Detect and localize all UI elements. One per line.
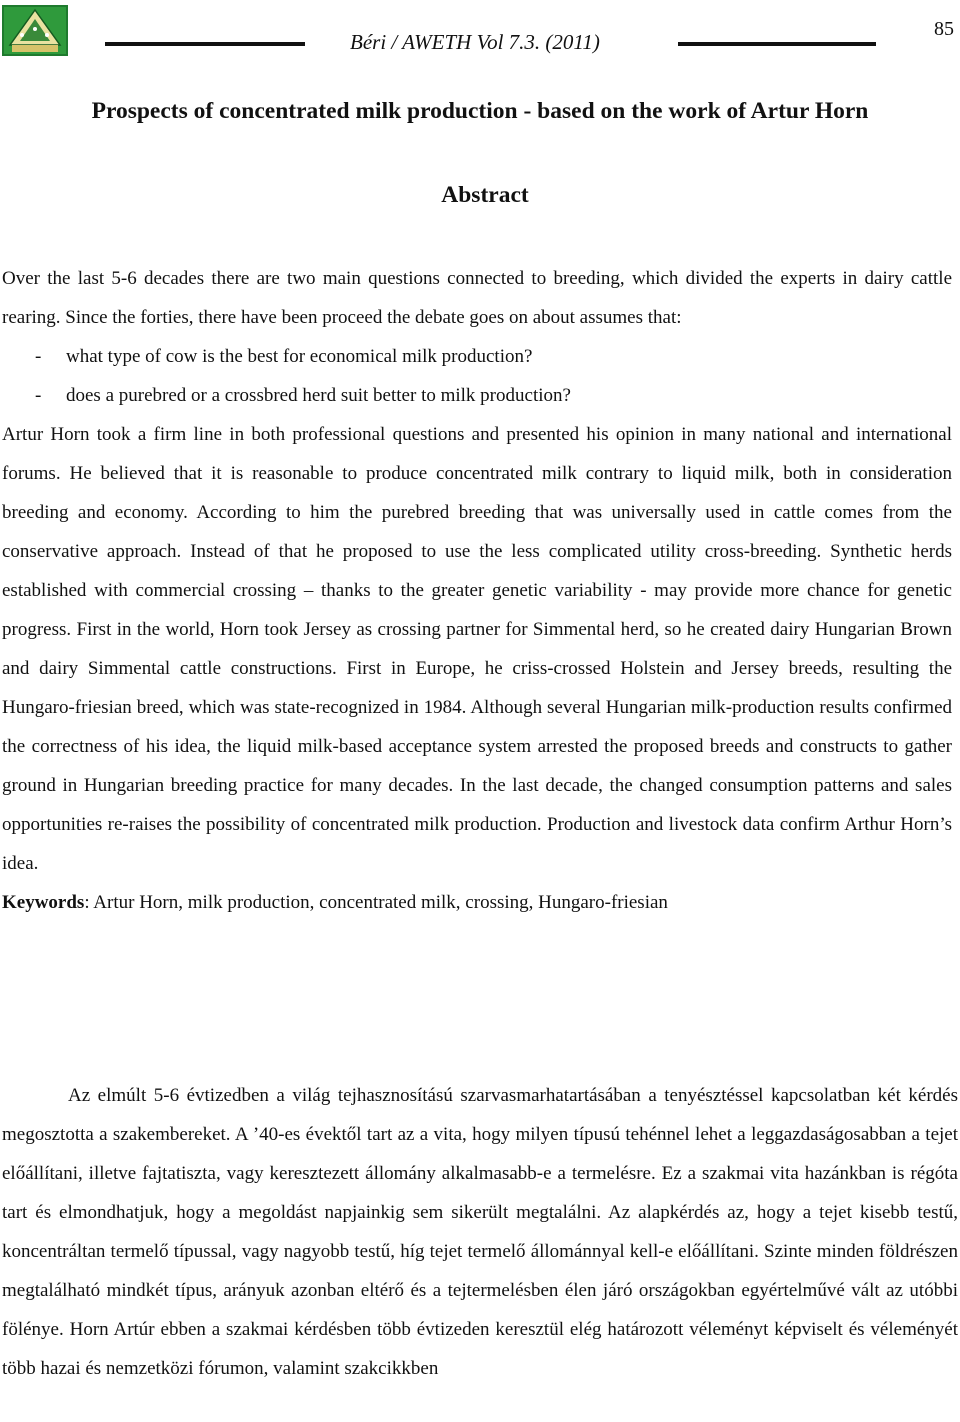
keywords-line — [2, 883, 952, 922]
list-item-text: what type of cow is the best for economical milk production? — [66, 346, 533, 367]
abstract-main-text: Artur Horn took a firm line in both professional questions and presented his opinion in many national and international forums. He believed that it is reasonable to produce concentrated milk contrary to liquid milk, both in consideration breeding and economy. According to him the purebred breeding that was universally used in cattle comes from the conservative approach. Instead of that he proposed to use the less complicated utility cross-breeding. Synthetic herds established with commercial crossing – thanks to the greater genetic variability - may provide more chance for genetic progress. First in the world, Horn took Jersey as crossing partner for Simmental herd, so he created dairy Hungarian Brown and dairy Simmental cattle constructions. First in Europe, he criss-crossed Holstein and Jersey breeds, resulting the Hungaro-friesian breed, which was state-recognized in 1984. Although several Hungarian milk-production results confirmed the correctness of his idea, the liquid milk-based acceptance system arrested the proposed breeds and constructs to gather ground in Hungarian breeding practice for many decades. In the last decade, the changed consumption patterns and sales opportunities re-raises the possibility of concentrated milk production. Production and livestock data confirm Arthur Horn’s idea. — [2, 424, 952, 874]
keywords-text: : Artur Horn, milk production, concentrated milk, crossing, Hungaro-friesian — [84, 892, 668, 913]
list-item-text: does a purebred or a crossbred herd suit better to milk production? — [66, 385, 571, 406]
keywords-label: Keywords — [2, 892, 85, 913]
list-dash: - — [35, 346, 42, 367]
abstract-body — [2, 259, 952, 922]
page-header — [0, 0, 960, 70]
header-rule-right — [678, 42, 876, 46]
abstract-intro: Over the last 5-6 decades there are two main questions connected to breeding, which divided the experts in dairy cattle rearing. Since the forties, there have been proceed the debate goes on about assumes that: — [2, 268, 952, 328]
page-number: 85 — [934, 18, 954, 40]
paper-title: Prospects of concentrated milk production - based on the work of Artur Horn — [91, 98, 869, 124]
header-rule-left — [105, 42, 305, 46]
abstract-heading: Abstract — [441, 182, 529, 208]
journal-logo-icon — [2, 5, 68, 56]
hungarian-paragraph: Az elmúlt 5-6 évtizedben a világ tejhasznosítású szarvasmarhatartásában a tenyésztéssel kapcsolatban két kérdés megosztotta a szakembereket. A ’40-es évektől tart az a vita, hogy milyen típusú tehénnel lehet a leggazdaságosabban a tejet előállítani, illetve fajtatiszta, vagy keresztezett állomány alkalmasabb-e a termelésre. Ez a szakmai vita hazánkban is régóta tart és elmondhatjuk, hogy a megoldást napjainkig sem sikerült megtalálni. Az alapkérdés az, hogy a tejet kisebb testű, koncentráltan termelő típussal, vagy nagyobb testű, híg tejet termelő állománnyal kell-e előállítani. Szinte minden földrészen megtalálható mindkét típus, arányuk azonban eltérő és a tejtermelésben élen járó országokban egyértelművé vált az utóbbi fölénye. Horn Artúr ebben a szakmai kérdésben több évtizeden keresztül elég határozott véleményt képviselt és véleményét több hazai és nemzetközi fórumon, valamint szakcikkben — [2, 1085, 958, 1379]
list-item — [2, 376, 952, 415]
question-list — [2, 337, 952, 415]
hungarian-body — [2, 1076, 958, 1388]
list-item — [2, 337, 952, 376]
list-dash: - — [35, 385, 42, 406]
journal-citation: Béri / AWETH Vol 7.3. (2011) — [350, 30, 600, 54]
